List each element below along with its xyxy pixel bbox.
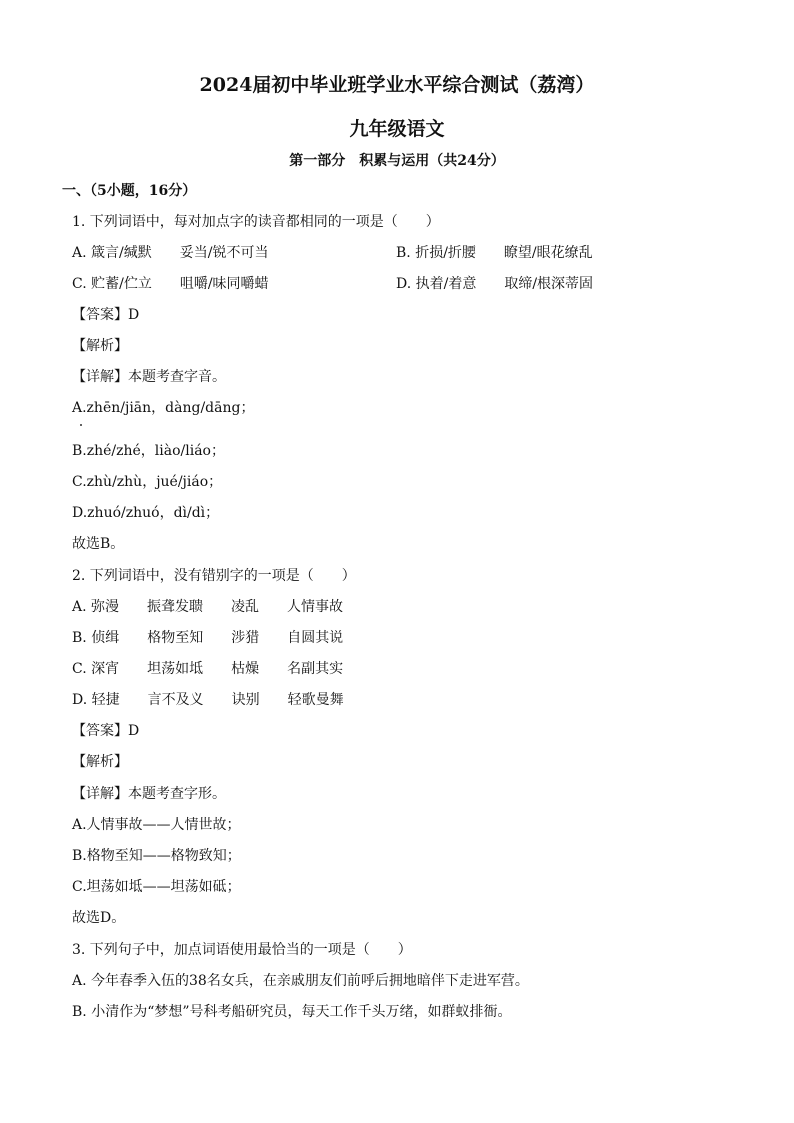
- q1-analysis-label: 【解析】: [72, 338, 128, 354]
- q2-analysis-label: 【解析】: [72, 754, 128, 770]
- q1-answer: 【答案】D: [72, 307, 140, 323]
- q1-option-b: B. 折损/折腰 瞭望/眼花缭乱: [396, 245, 593, 261]
- q1-explain-c: C.zhù/zhù，jué/jiáo；: [72, 474, 223, 490]
- q2-option-b: B. 侦缉 格物至知 涉猎 自圆其说: [72, 630, 344, 646]
- part-heading: 第一部分 积累与运用（共24分）: [289, 153, 505, 169]
- q1-detail: 【详解】本题考查字音。: [72, 369, 226, 385]
- q2-option-a: A. 弥漫 振聋发聩 凌乱 人情事故: [72, 599, 344, 615]
- q2-answer: 【答案】D: [72, 723, 140, 739]
- q1-explain-d: D.zhuó/zhuó，dì/dì；: [72, 505, 220, 521]
- q1-explain-a: A.zhēn/jiān，dàng/dāng；: [72, 400, 255, 416]
- q2-conclusion: 故选D。: [72, 910, 126, 926]
- dot-mark: [80, 424, 82, 426]
- q3-option-a: A. 今年春季入伍的38名女兵，在亲戚朋友们前呼后拥地暗伴下走进军营。: [72, 973, 529, 989]
- question-2-stem: 2. 下列词语中，没有错别字的一项是（ ）: [72, 568, 356, 584]
- exam-subtitle: 九年级语文: [349, 118, 445, 140]
- q2-explain-b: B.格物至知——格物致知；: [72, 848, 241, 864]
- q2-explain-c: C.坦荡如坻——坦荡如砥；: [72, 879, 241, 895]
- q1-conclusion: 故选B。: [72, 536, 125, 552]
- section-heading: 一、（5小题，16分）: [62, 183, 197, 199]
- q1-option-a: A. 箴言/缄默 妥当/锐不可当: [72, 245, 269, 261]
- q1-option-c: C. 贮蓄/伫立 咀嚼/味同嚼蜡: [72, 276, 269, 292]
- q2-option-d: D. 轻捷 言不及义 诀别 轻歌曼舞: [72, 692, 344, 708]
- q2-option-c: C. 深宵 坦荡如坻 枯燥 名副其实: [72, 661, 344, 677]
- q1-option-d: D. 执着/着意 取缔/根深蒂固: [396, 276, 594, 292]
- q2-detail: 【详解】本题考查字形。: [72, 786, 226, 802]
- q2-explain-a: A.人情事故——人情世故；: [72, 817, 241, 833]
- q3-option-b: B. 小清作为“梦想”号科考船研究员，每天工作千头万绪，如群蚁排衙。: [72, 1004, 512, 1020]
- question-3-stem: 3. 下列句子中，加点词语使用最恰当的一项是（ ）: [72, 942, 412, 958]
- q1-explain-b: B.zhé/zhé，liào/liáo；: [72, 443, 225, 459]
- question-1-stem: 1. 下列词语中，每对加点字的读音都相同的一项是（ ）: [72, 214, 440, 230]
- exam-title: 2024届初中毕业班学业水平综合测试（荔湾）: [199, 74, 595, 96]
